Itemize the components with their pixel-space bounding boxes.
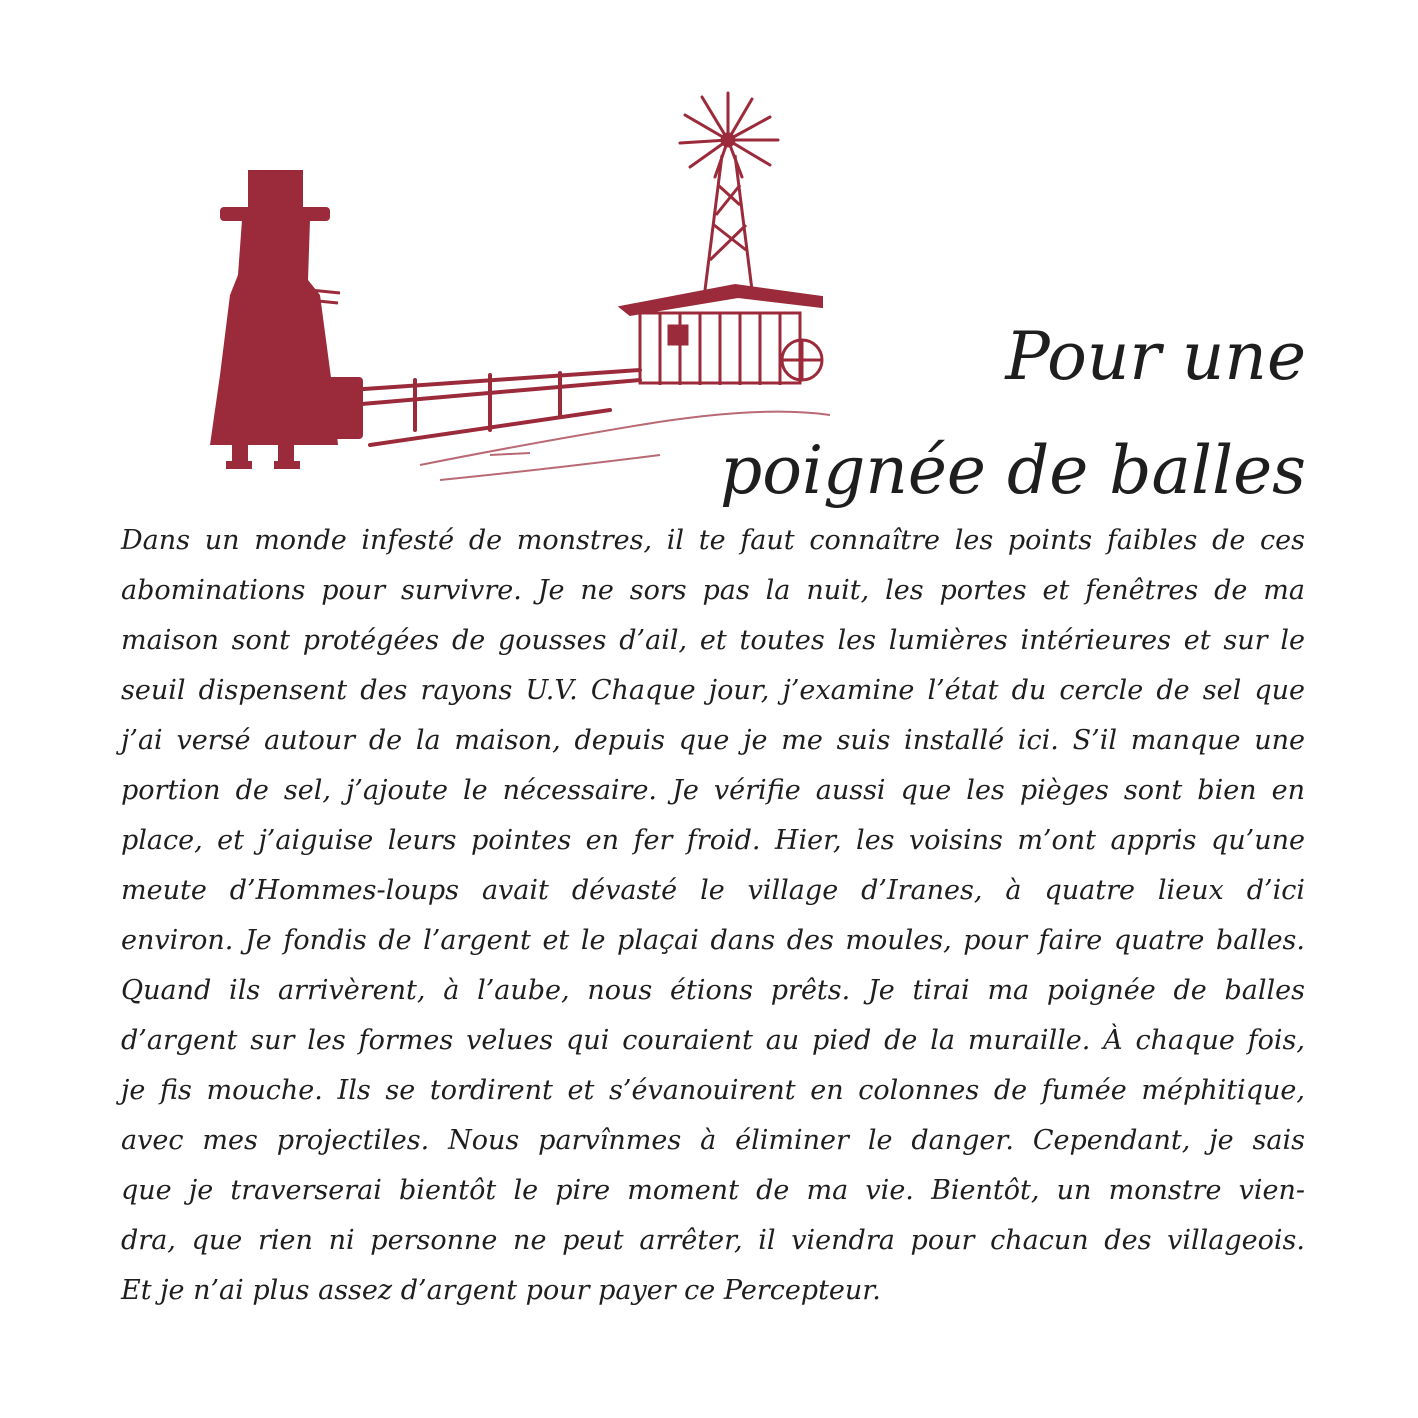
page-title (720, 300, 1306, 528)
story-line: Et je n’ai plus assez d’argent pour payer ce Percepteur. (121, 1275, 881, 1306)
story-line: Quand ils arrivèrent, à l’aube, nous étions prêts. Je tirai ma poignée de balles (121, 975, 1305, 1006)
stranger-silhouette-icon (210, 170, 363, 469)
story-line: dra, que rien ni personne ne peut arrêter, il viendra pour chacun des villageois. (121, 1225, 1305, 1256)
story-line: meute d’Hommes-loups avait dévasté le village d’Iranes, à quatre lieux d’ici (121, 875, 1305, 906)
fence-icon (350, 370, 640, 445)
title-line-2: poignée de balles (720, 432, 1306, 509)
title-line-1: Pour une (1005, 318, 1306, 395)
story-line: environ. Je fondis de l’argent et le plaçai dans des moules, pour faire quatre balles. (121, 925, 1305, 956)
story-line: abominations pour survivre. Je ne sors pas la nuit, les portes et fenêtres de ma (121, 575, 1305, 606)
story-line: place, et j’aiguise leurs pointes en fer froid. Hier, les voisins m’ont appris qu’une (121, 825, 1305, 856)
story-line: avec mes projectiles. Nous parvînmes à éliminer le danger. Cependant, je sais (121, 1125, 1305, 1156)
story-line: maison sont protégées de gousses d’ail, et toutes les lumières intérieures et sur le (121, 625, 1305, 656)
story-paragraph (121, 516, 1305, 1316)
story-line: d’argent sur les formes velues qui couraient au pied de la muraille. À chaque fois, (121, 1025, 1305, 1056)
story-line: portion de sel, j’ajoute le nécessaire. Je vérifie aussi que les pièges sont bien en (121, 775, 1305, 806)
story-line: seuil dispensent des rayons U.V. Chaque jour, j’examine l’état du cercle de sel que (121, 675, 1305, 706)
story-line: que je traverserai bientôt le pire moment de ma vie. Bientôt, un monstre vien- (121, 1175, 1305, 1206)
story-line: je fis mouche. Ils se tordirent et s’évanouirent en colonnes de fumée méphitique, (121, 1075, 1305, 1106)
story-line: j’ai versé autour de la maison, depuis que je me suis installé ici. S’il manque une (121, 725, 1305, 756)
windmill-icon (680, 93, 778, 290)
story-line: Dans un monde infesté de monstres, il te faut connaître les points faibles de ces (121, 525, 1305, 556)
